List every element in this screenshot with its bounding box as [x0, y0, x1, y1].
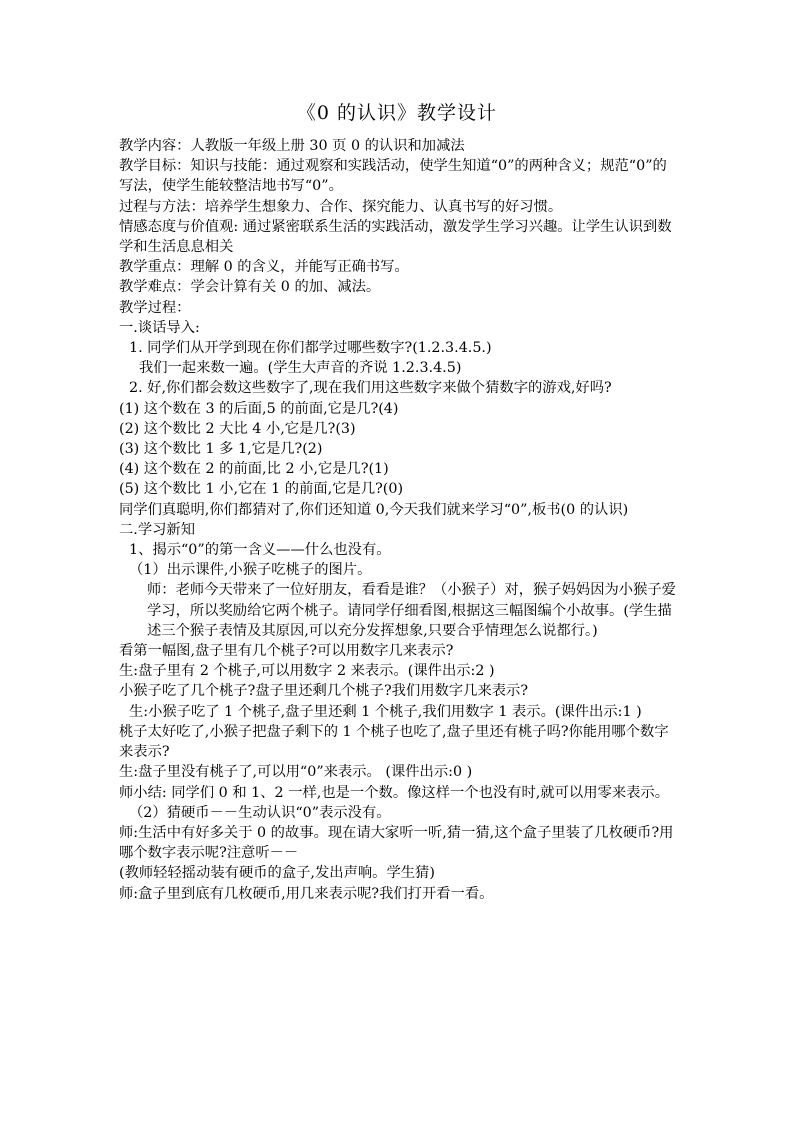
paragraph: 生:盘子里有 2 个桃子,可以用数字 2 来表示。(课件出示:2 ) [119, 663, 495, 680]
paragraph: 生:盘子里没有桃子了,可以用“0”来表示。 (课件出示:0 ) [119, 764, 473, 781]
document-body [119, 136, 679, 904]
section-heading-new-knowledge: 二.学习新知 [119, 521, 196, 538]
paragraph: 1. 同学们从开学到现在你们都学过哪些数字?(1.2.3.4.5.) [129, 340, 492, 357]
paragraph: 同学们真聪明,你们都猜对了,你们还知道 0,今天我们就来学习“0”,板书(0 的认识) [119, 501, 629, 518]
document-title: 《0 的认识》教学设计 [296, 102, 498, 124]
teaching-key-point: 教学重点：理解 0 的含义，并能写正确书写。 [119, 259, 409, 276]
paragraph: 生:小猴子吃了 1 个桃子,盘子里还剩 1 个桃子,我们用数字 1 表示。(课件出示:1 ) [129, 703, 642, 720]
teaching-difficulty: 教学难点：学会计算有关 0 的加、减法。 [119, 279, 381, 296]
paragraph: 师:生活中有好多关于 0 的故事。现在请大家听一听,猜一猜,这个盒子里装了几枚硬币?用哪个数字表示呢?注意听－－ [119, 824, 674, 862]
paragraph: 师小结: 同学们 0 和 1、2 一样,也是一个数。像这样一个也没有时,就可以用零来表示。 [119, 784, 670, 801]
teaching-process-heading: 教学过程： [119, 299, 191, 316]
paragraph: 看第一幅图,盘子里有几个桃子?可以用数字几来表示? [119, 643, 454, 660]
paragraph: 小猴子吃了几个桃子?盘子里还剩几个桃子?我们用数字几来表示? [119, 683, 529, 700]
list-item: (4) 这个数在 2 的前面,比 2 小,它是几?(1) [119, 461, 389, 478]
teaching-content: 教学内容：人教版一年级上册 30 页 0 的认识和加减法 [119, 138, 465, 154]
paragraph: （1）出示课件,小猴子吃桃子的图片。 [129, 562, 372, 579]
paragraph: 师:盒子里到底有几枚硬币,用几来表示呢?我们打开看一看。 [119, 885, 494, 902]
paragraph: 1、揭示“0”的第一含义——什么也没有。 [129, 542, 391, 559]
paragraph: 师：老师今天带来了一位好朋友，看看是谁？（小猴子）对，猴子妈妈因为小猴子爱学习，所以奖励给它两个桃子。请同学仔细看图,根据这三幅图编个小故事。(学生描述三个猴子表情及其原因,可以充分发挥想象,只要合乎情理怎么说都行。) [147, 582, 676, 639]
list-item: (3) 这个数比 1 多 1,它是几?(2) [119, 441, 323, 458]
paragraph: 我们一起来数一遍。(学生大声音的齐说 1.2.3.4.5) [139, 360, 462, 377]
paragraph: (教师轻轻摇动装有硬币的盒子,发出声响。学生猜) [119, 865, 435, 882]
paragraph: （2）猜硬币－－生动认识“0”表示没有。 [129, 804, 391, 821]
emotion-attitude: 情感态度与价值观: 通过紧密联系生活的实践活动，激发学生学习兴趣。让学生认识到数学和生活息息相关 [119, 218, 672, 256]
teaching-objective: 教学目标：知识与技能：通过观察和实践活动，使学生知道“0”的两种含义；规范“0”的写法，使学生能较整洁地书写“0”。 [119, 158, 667, 195]
paragraph: 2. 好,你们都会数这些数字了,现在我们用这些数字来做个猜数字的游戏,好吗? [129, 380, 612, 397]
list-item: (5) 这个数比 1 小,它在 1 的前面,它是几?(0) [119, 481, 404, 498]
section-heading-intro: 一.谈话导入: [119, 319, 200, 336]
paragraph: 桃子太好吃了,小猴子把盘子剩下的 1 个桃子也吃了,盘子里还有桃子吗?你能用哪个数字来表示? [119, 723, 669, 761]
process-method: 过程与方法：培养学生想象力、合作、探究能力、认真书写的好习惯。 [119, 198, 563, 215]
list-item: (2) 这个数比 2 大比 4 小,它是几?(3) [119, 420, 356, 437]
list-item: (1) 这个数在 3 的后面,5 的前面,它是几?(4) [119, 400, 399, 417]
